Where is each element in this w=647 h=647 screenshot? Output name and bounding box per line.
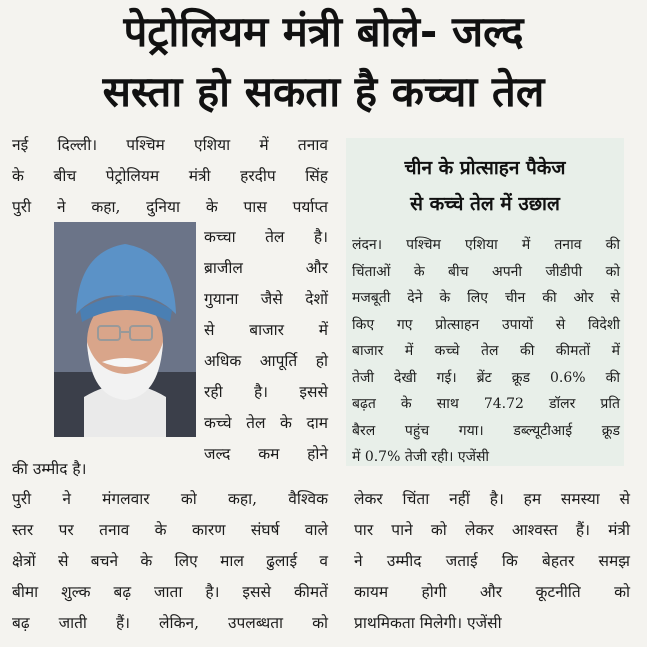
portrait-illustration bbox=[54, 222, 196, 437]
article-line: अधिक आपूर्ति हो bbox=[204, 352, 328, 370]
article-line: कायम होगी और कूटनीति को bbox=[354, 583, 630, 601]
article-line: जल्द कम होने bbox=[204, 445, 328, 463]
article-line: बीमा शुल्क बढ़ जाता है। इससे कीमतें bbox=[12, 583, 328, 601]
article-line: के बीच पेट्रोलियम मंत्री हरदीप सिंह bbox=[12, 167, 328, 185]
article-line: कच्चे तेल के दाम bbox=[204, 414, 328, 432]
sidebar-heading-line: से कच्चे तेल में उछाल bbox=[410, 193, 560, 215]
article-line: प्राथमिकता मिलेगी। एजेंसी bbox=[354, 614, 502, 632]
article-line: गुयाना जैसे देशों bbox=[204, 290, 328, 308]
article-line: ब्राजील और bbox=[204, 259, 328, 277]
article-intro bbox=[12, 130, 328, 223]
article-line: पुरी ने कहा, दुनिया के पास पर्याप्त bbox=[12, 198, 328, 216]
article-continuation-left bbox=[12, 484, 328, 639]
headline-line-2: सस्ता हो सकता है कच्चा तेल bbox=[102, 67, 545, 116]
article-line: रही है। इससे bbox=[204, 383, 328, 401]
article-line: लेकर चिंता नहीं है। हम समस्या से bbox=[354, 490, 630, 508]
article-line: पार पाने को लेकर आश्वस्त हैं। मंत्री bbox=[354, 521, 630, 539]
sidebar-line: मजबूती देने के लिए चीन की ओर से bbox=[352, 290, 620, 306]
sidebar-line: चिंताओं के बीच अपनी जीडीपी को bbox=[352, 263, 620, 280]
sidebar-body bbox=[352, 232, 620, 471]
article-line: पुरी ने मंगलवार को कहा, वैश्विक bbox=[12, 490, 328, 508]
portrait-photo bbox=[54, 222, 196, 437]
sidebar-line: बढ़त के साथ 74.72 डॉलर प्रति bbox=[352, 396, 620, 412]
article-line: ने उम्मीद जताई कि बेहतर समझ bbox=[354, 552, 630, 570]
sidebar-heading-line: चीन के प्रोत्साहन पैकेज bbox=[404, 157, 566, 179]
article-line: नई दिल्ली। पश्चिम एशिया में तनाव bbox=[12, 136, 328, 154]
sidebar-line: में 0.7% तेजी रही। एजेंसी bbox=[352, 449, 490, 465]
article-line: कच्चा तेल है। bbox=[204, 228, 328, 246]
sidebar-line: बाजार में कच्चे तेल की कीमतों में bbox=[352, 343, 620, 359]
article-line: स्तर पर तनाव के कारण संघर्ष वाले bbox=[12, 521, 328, 539]
article-wrap-text bbox=[204, 222, 328, 470]
article-line: बढ़ जाती हैं। लेकिन, उपलब्धता को bbox=[12, 614, 328, 632]
sidebar-line: लंदन। पश्चिम एशिया में तनाव की bbox=[352, 237, 620, 253]
sidebar-line: बैरल पहुंच गया। डब्ल्यूटीआई क्रूड bbox=[352, 422, 620, 439]
article-line: से बाजार में bbox=[204, 321, 328, 339]
headline-line-1: पेट्रोलियम मंत्री बोले- जल्द bbox=[123, 7, 524, 56]
article-continuation-right bbox=[354, 484, 630, 639]
sidebar-line: तेजी देखी गई। ब्रेंट क्रूड 0.6% की bbox=[352, 369, 620, 386]
sidebar-heading bbox=[346, 150, 624, 222]
sidebar-line: किए गए प्रोत्साहन उपायों से विदेशी bbox=[352, 316, 620, 333]
article-line: की उम्मीद है। bbox=[12, 460, 87, 478]
article-line: क्षेत्रों से बचने के लिए माल ढुलाई व bbox=[12, 552, 328, 570]
